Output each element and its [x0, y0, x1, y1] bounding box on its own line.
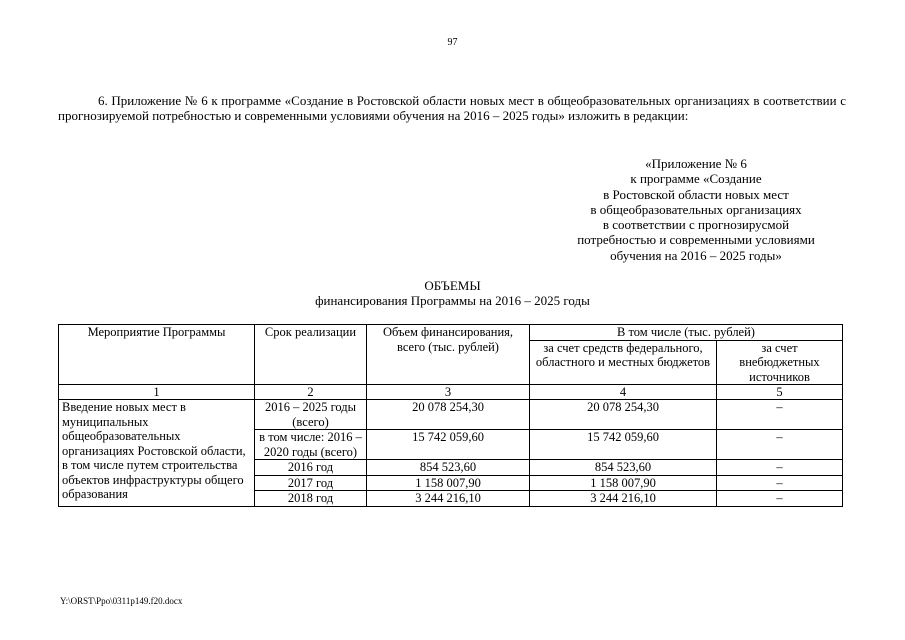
total-cell: 3 244 216,10	[367, 491, 530, 507]
extra-cell: –	[717, 475, 843, 491]
period-cell: 2016 – 2025 годы (всего)	[255, 400, 367, 430]
column-number: 3	[367, 385, 530, 400]
period-cell: 2018 год	[255, 491, 367, 507]
header-extra: за счет внебюджетных источников	[717, 340, 843, 385]
page-number: 97	[447, 37, 458, 48]
file-path-footer: Y:\ORST\Ppo\0311p149.f20.docx	[60, 596, 183, 606]
budget-cell: 1 158 007,90	[530, 475, 717, 491]
header-total: Объем финансирования, всего (тыс. рублей)	[367, 325, 530, 385]
budget-cell: 15 742 059,60	[530, 430, 717, 460]
intro-text: 6. Приложение № 6 к программе «Создание в Ростовской области новых мест в общеобразовательных организациях в соответствии с прогнозируемой потребностью и современными условиями обучения на 2016 – 2025 годы» изложить в редакции:	[58, 93, 846, 123]
extra-cell: –	[717, 491, 843, 507]
appendix-caption	[520, 156, 872, 263]
budget-cell: 20 078 254,30	[530, 400, 717, 430]
period-cell: 2016 год	[255, 460, 367, 476]
appendix-line: в Ростовской области новых мест	[603, 186, 789, 202]
total-cell: 15 742 059,60	[367, 430, 530, 460]
extra-cell: –	[717, 400, 843, 430]
column-number: 2	[255, 385, 367, 400]
budget-cell: 3 244 216,10	[530, 491, 717, 507]
period-cell: в том числе: 2016 – 2020 годы (всего)	[255, 430, 367, 460]
appendix-line: потребностью и современными условиями	[577, 232, 815, 248]
header-row	[59, 325, 843, 341]
total-cell: 20 078 254,30	[367, 400, 530, 430]
appendix-line: «Приложение № 6	[645, 156, 747, 171]
appendix-line: в общеобразовательных организациях	[590, 201, 802, 217]
activity-name: Введение новых мест в муниципальных общеобразовательных организациях Ростовской области, в том числе путем строительства объектов инфраструктуры общего образования	[59, 400, 255, 507]
column-numbers-row	[59, 385, 843, 400]
appendix-line: обучения на 2016 – 2025 годы»	[610, 247, 782, 263]
extra-cell: –	[717, 460, 843, 476]
column-number: 4	[530, 385, 717, 400]
column-number: 1	[59, 385, 255, 400]
extra-cell: –	[717, 430, 843, 460]
header-period: Срок реализации	[255, 325, 367, 385]
total-cell: 854 523,60	[367, 460, 530, 476]
table-row	[59, 400, 843, 430]
appendix-line: к программе «Создание	[630, 171, 762, 187]
table-heading	[0, 278, 905, 308]
financing-table	[58, 324, 843, 507]
column-number: 5	[717, 385, 843, 400]
intro-paragraph	[58, 93, 846, 123]
appendix-line: в соответствии с прогнозирусмой	[602, 217, 790, 233]
heading-title: ОБЪЕМЫ	[424, 278, 481, 293]
total-cell: 1 158 007,90	[367, 475, 530, 491]
header-budget: за счет средств федерального, областного и местных бюджетов	[530, 340, 717, 385]
heading-subtitle: финансирования Программы на 2016 – 2025 годы	[315, 293, 590, 308]
budget-cell: 854 523,60	[530, 460, 717, 476]
header-including: В том числе (тыс. рублей)	[530, 325, 843, 341]
period-cell: 2017 год	[255, 475, 367, 491]
header-activity: Мероприятие Программы	[59, 325, 255, 385]
